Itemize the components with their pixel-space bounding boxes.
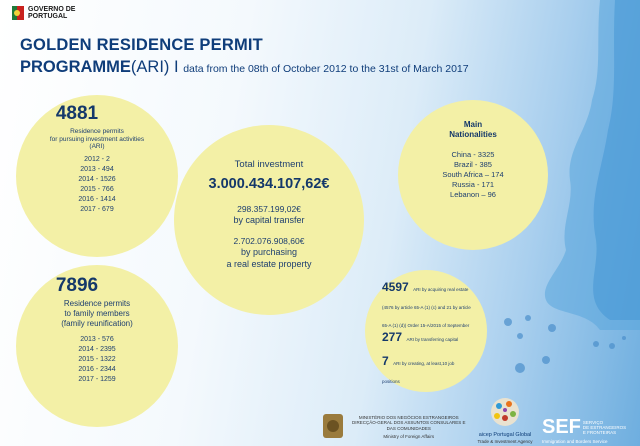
year-row: 2015 - 1322 bbox=[78, 356, 116, 363]
year-row: 2015 - 766 bbox=[80, 185, 114, 193]
mne-line3: DAS COMUNIDADES bbox=[386, 425, 431, 431]
year-row: 2014 - 2395 bbox=[78, 346, 116, 353]
breakdown-capital bbox=[382, 328, 464, 346]
aicep-caption: Trade & Investment Agency bbox=[477, 438, 533, 444]
total-investment-circle bbox=[174, 125, 364, 315]
sef-caption: Immigration and Borders Service bbox=[542, 438, 608, 444]
breakdown-real-estate bbox=[382, 278, 474, 332]
real-estate-count: 4597 bbox=[382, 280, 409, 294]
jobs-count: 7 bbox=[382, 354, 389, 368]
nationality-row: Russia - 171 bbox=[451, 180, 495, 189]
breakdown-jobs bbox=[382, 352, 462, 388]
year-row: 2013 - 494 bbox=[80, 165, 114, 173]
nationalities-title2: Nationalities bbox=[449, 130, 497, 139]
family-permits-label1: Residence permits bbox=[63, 299, 131, 308]
nationality-row: Brazil - 385 bbox=[454, 160, 492, 169]
capital-count: 277 bbox=[382, 330, 403, 344]
capital-transfer-amount: 298.357.199,02€ bbox=[237, 204, 301, 214]
gov-line1: GOVERNO DE bbox=[28, 6, 76, 13]
real-estate-amount: 2.702.076.908,60€ bbox=[233, 236, 305, 246]
portugal-coat-of-arms-icon bbox=[12, 6, 24, 20]
aicep-logo bbox=[475, 396, 535, 444]
date-range: data from the 08th of October 2012 to the 31st of March 2017 bbox=[183, 63, 469, 75]
real-estate-detail: ARI by acquiring real estate (4576 by article 65-A (1) (c) and 21 by article 65-A (1) (d)) Order 15-A/2015 of September bbox=[382, 287, 471, 328]
total-investment-label: Total investment bbox=[234, 159, 304, 170]
investment-permits-label1: Residence permits bbox=[70, 128, 124, 135]
nationalities-list bbox=[398, 150, 548, 200]
mne-line2: DIRECÇÃO-GERAL DOS ASSUNTOS CONSULARES E bbox=[352, 420, 466, 425]
family-permits-circle bbox=[16, 265, 178, 427]
sef-line1: SERVIÇO bbox=[582, 419, 604, 425]
mne-emblem-icon bbox=[318, 410, 348, 444]
mne-caption: Ministry of Foreign Affairs bbox=[383, 434, 435, 439]
page-title: GOLDEN RESIDENCE PERMIT bbox=[20, 36, 263, 54]
sef-line3: E FRONTEIRAS bbox=[582, 429, 617, 435]
nationality-row: South Africa – 174 bbox=[442, 170, 504, 179]
year-row: 2017 - 679 bbox=[80, 205, 114, 213]
real-estate-label2: a real estate property bbox=[226, 259, 312, 269]
nationalities-circle bbox=[398, 100, 548, 250]
year-row: 2016 - 1414 bbox=[78, 195, 116, 203]
gov-line2: PORTUGAL bbox=[28, 13, 68, 20]
family-permits-label2: to family members bbox=[64, 309, 130, 318]
aicep-name: aicep Portugal Global bbox=[478, 432, 532, 438]
mne-line1: MINISTÉRIO DOS NEGÓCIOS ESTRANGEIROS bbox=[358, 414, 459, 420]
family-permits-label3: (family reunification) bbox=[61, 319, 133, 328]
year-row: 2017 - 1259 bbox=[78, 376, 116, 383]
mne-logo bbox=[318, 410, 468, 444]
family-permits-total: 7896 bbox=[55, 275, 99, 296]
nationality-row: China - 3325 bbox=[451, 150, 495, 159]
nationalities-title1: Main bbox=[463, 120, 483, 129]
nationality-row: Lebanon – 96 bbox=[450, 190, 496, 199]
capital-transfer-label: by capital transfer bbox=[233, 215, 305, 225]
investment-permits-circle bbox=[16, 95, 178, 257]
government-logo bbox=[12, 6, 78, 20]
year-row: 2012 - 2 bbox=[84, 155, 110, 163]
investment-permits-total: 4881 bbox=[55, 103, 99, 124]
investment-permits-label3: (ARI) bbox=[89, 143, 105, 150]
jobs-detail: ARI by creating, at least,10 job positions bbox=[382, 361, 455, 384]
total-investment-amount: 3.000.434.107,62€ bbox=[208, 176, 330, 192]
breakdown-circle bbox=[365, 270, 487, 392]
real-estate-label1: by purchasing bbox=[240, 247, 298, 257]
capital-detail: ARI by transferring capital bbox=[406, 337, 459, 342]
year-row: 2013 - 576 bbox=[80, 336, 114, 343]
investment-permits-label2: for pursuing investment activities bbox=[49, 135, 145, 143]
sef-line2: DE ESTRANGEIROS bbox=[582, 424, 627, 430]
sef-name: SEF bbox=[542, 415, 581, 438]
sef-logo bbox=[542, 416, 638, 445]
aicep-globe-icon bbox=[489, 396, 521, 428]
investment-years-list bbox=[16, 155, 178, 215]
year-row: 2016 - 2344 bbox=[78, 366, 116, 373]
page-subtitle bbox=[20, 58, 469, 77]
title-programme: PROGRAMME bbox=[20, 58, 131, 76]
family-years-list bbox=[16, 335, 178, 385]
title-abbr: (ARI) I bbox=[130, 58, 179, 76]
year-row: 2014 - 1526 bbox=[78, 175, 116, 183]
